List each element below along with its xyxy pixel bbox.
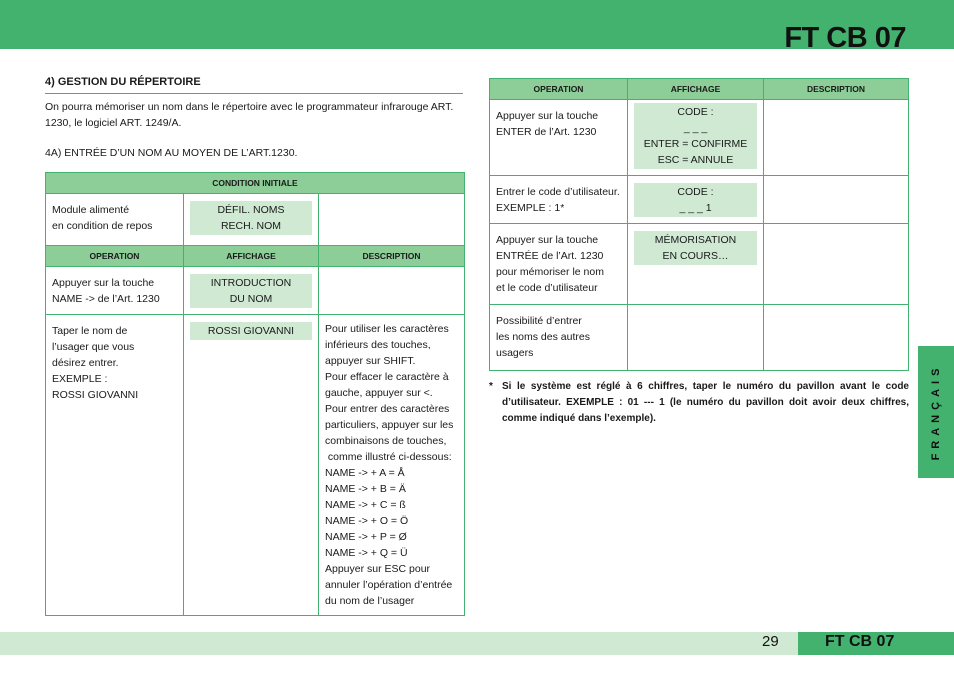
text-line: et le code d’utilisateur [496, 282, 598, 294]
text-line: ESC = ANNULE [657, 154, 734, 166]
operation-text [490, 305, 627, 367]
text-line: DÉFIL. NOMS [217, 204, 285, 216]
text-line: Appuyer sur la touche [52, 277, 155, 289]
text-line: Pour entrer des caractères [325, 403, 450, 415]
text-line: EN COURS… [662, 250, 729, 262]
left-procedure-table [45, 172, 465, 616]
text-line: NAME -> + P = Ø [325, 531, 407, 543]
text-line: ENTRÉE de l’Art. 1230 [496, 250, 604, 262]
text-line: NAME -> + B = Ä [325, 483, 406, 495]
operation-text [490, 176, 627, 222]
text-line: ROSSI GIOVANNI [207, 325, 295, 337]
text-line: ROSSI GIOVANNI [52, 389, 139, 401]
text-line: NAME -> + O = Ö [325, 515, 409, 527]
text-line: particuliers, appuyer sur les [325, 419, 454, 431]
text-line: pour mémoriser le nom [496, 266, 604, 278]
text-line: _ _ _ [683, 122, 708, 134]
language-label: FRANÇAIS [930, 363, 942, 461]
text-line: _ _ _ 1 [679, 202, 712, 214]
text-line: INTRODUCTION [210, 277, 292, 289]
col-affichage: AFFICHAGE [628, 79, 764, 100]
text-line: appuyer sur SHIFT. [325, 355, 416, 367]
operation-text [490, 224, 627, 302]
col-description: DESCRIPTION [764, 79, 909, 100]
text-line: gauche, appuyer sur <. [325, 387, 433, 399]
display-text [634, 183, 757, 217]
col-operation: OPERATION [46, 246, 184, 267]
text-line: Appuyer sur la touche [496, 110, 599, 122]
text-line: combinaisons de touches, [325, 435, 447, 447]
table-row [46, 267, 465, 315]
col-operation: OPERATION [490, 79, 628, 100]
text-line: Module alimenté [52, 204, 130, 216]
table-row [46, 315, 465, 616]
text-line: comme illustré ci-dessous: [325, 451, 452, 463]
intro-paragraph: On pourra mémoriser un nom dans le répertoire avec le programmateur infrarouge ART. 1230, le logiciel ART. 1249/A. [45, 101, 454, 129]
display-text [190, 322, 312, 340]
description-text [319, 315, 464, 615]
document-title: FT CB 07 [784, 22, 906, 54]
text-line: l’usager que vous [52, 341, 135, 353]
footnote-text: Si le système est réglé à 6 chiffres, taper le numéro du pavillon avant le code d’utilisateur. EXEMPLE : 01 --- 1 (le numéro du pavillon doit avoir deux chiffres, comme indiqué dans l’exemple). [502, 381, 909, 424]
condition-display-cell [184, 194, 319, 246]
text-line: Possibilité d’entrer [496, 315, 582, 327]
table-row [490, 100, 909, 176]
section-heading: 4) GESTION DU RÉPERTOIRE [45, 76, 463, 94]
text-line: en condition de repos [52, 220, 153, 232]
text-line: NAME -> + C = ß [325, 499, 406, 511]
display-text [190, 274, 312, 308]
col-description: DESCRIPTION [319, 246, 465, 267]
table-row [490, 305, 909, 371]
page-number: 29 [762, 633, 779, 650]
display-text [634, 231, 757, 265]
text-line: désirez entrer. [52, 357, 119, 369]
footnote [489, 379, 909, 427]
table-row [490, 176, 909, 224]
text-line: NAME -> + Q = Ü [325, 547, 408, 559]
text-line: Entrer le code d’utilisateur. [496, 186, 620, 198]
text-line: les noms des autres [496, 331, 590, 343]
text-line: MÉMORISATION [654, 234, 737, 246]
text-line: NAME -> de l’Art. 1230 [52, 293, 160, 305]
text-line: Taper le nom de [52, 325, 128, 337]
text-line: CODE : [677, 106, 714, 118]
operation-text [490, 100, 627, 146]
language-tab [918, 346, 954, 478]
display-text [634, 103, 757, 169]
text-line: CODE : [677, 186, 714, 198]
table-row [490, 224, 909, 305]
text-line: DU NOM [229, 293, 273, 305]
text-line: Pour utiliser les caractères [325, 323, 449, 335]
operation-text [46, 315, 183, 409]
text-line: EXEMPLE : [52, 373, 108, 385]
operation-text [46, 267, 183, 313]
condition-text-cell [46, 194, 184, 246]
right-procedure-table [489, 78, 909, 371]
col-affichage: AFFICHAGE [184, 246, 319, 267]
text-line: RECH. NOM [220, 220, 282, 232]
text-line: NAME -> + A = Å [325, 467, 405, 479]
text-line: ENTER de l’Art. 1230 [496, 126, 597, 138]
text-line: usagers [496, 347, 534, 359]
subheading: 4A) ENTRÉE D’UN NOM AU MOYEN DE L’ART.1230. [45, 147, 298, 159]
condition-empty-cell [319, 194, 465, 246]
condition-display [190, 201, 312, 235]
condition-text [46, 194, 183, 240]
text-line: Pour effacer le caractère à [325, 371, 449, 383]
condition-header: CONDITION INITIALE [46, 173, 465, 194]
text-line: ENTER = CONFIRME [643, 138, 748, 150]
footnote-marker: * [489, 381, 493, 392]
text-line: du nom de l’usager [325, 595, 415, 607]
text-line: Appuyer sur la touche [496, 234, 599, 246]
text-line: EXEMPLE : 1* [496, 202, 565, 214]
footer-title: FT CB 07 [825, 633, 895, 650]
text-line: inférieurs des touches, [325, 339, 431, 351]
text-line: annuler l’opération d’entrée [325, 579, 453, 591]
text-line: Appuyer sur ESC pour [325, 563, 431, 575]
